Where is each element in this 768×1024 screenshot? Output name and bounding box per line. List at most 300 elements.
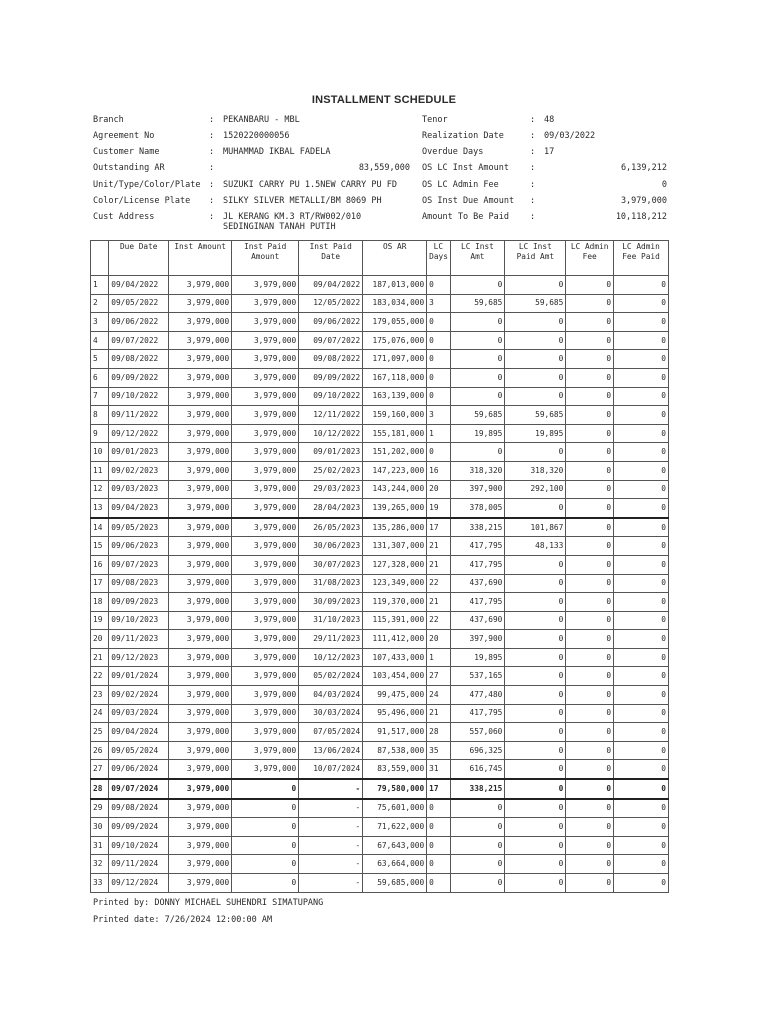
table-cell: 0: [505, 836, 566, 855]
table-cell: 0: [566, 593, 614, 612]
table-cell: 27: [427, 667, 450, 686]
table-cell: 3,979,000: [232, 276, 299, 295]
table-cell: 09/10/2022: [109, 387, 169, 406]
table-cell: 0: [427, 799, 450, 818]
table-cell: 3,979,000: [169, 667, 232, 686]
table-cell: 09/09/2022: [109, 368, 169, 387]
table-cell: 10/12/2023: [299, 648, 363, 667]
table-cell: 616,745: [450, 760, 505, 779]
table-cell: 0: [427, 387, 450, 406]
table-cell: 0: [566, 331, 614, 350]
table-cell: 3,979,000: [169, 350, 232, 369]
table-cell: 15: [91, 537, 109, 556]
table-cell: 09/11/2022: [109, 406, 169, 425]
table-cell: 0: [566, 723, 614, 742]
column-header: Inst Amount: [169, 241, 232, 276]
table-cell: 0: [505, 555, 566, 574]
header-colon: :: [530, 147, 536, 157]
table-cell: 35: [427, 741, 450, 760]
table-cell: 3,979,000: [232, 331, 299, 350]
header-colon: :: [530, 212, 536, 222]
table-row: [91, 480, 669, 499]
table-cell: 0: [505, 630, 566, 649]
table-row: [91, 518, 669, 537]
table-cell: 3,979,000: [169, 461, 232, 480]
table-cell: 0: [614, 294, 669, 313]
table-cell: 0: [427, 350, 450, 369]
table-cell: 30/07/2023: [299, 555, 363, 574]
header-colon: :: [530, 131, 536, 141]
table-cell: 417,795: [450, 555, 505, 574]
table-cell: 183,034,000: [363, 294, 427, 313]
table-cell: 09/03/2023: [109, 480, 169, 499]
table-cell: 09/08/2022: [299, 350, 363, 369]
table-cell: 3,979,000: [232, 704, 299, 723]
table-cell: 09/07/2022: [109, 331, 169, 350]
table-cell: 0: [505, 387, 566, 406]
table-cell: 155,181,000: [363, 424, 427, 443]
table-cell: 151,202,000: [363, 443, 427, 462]
table-cell: 0: [232, 855, 299, 874]
table-cell: 3,979,000: [169, 818, 232, 837]
table-cell: 5: [91, 350, 109, 369]
table-cell: 0: [427, 368, 450, 387]
table-cell: 3,979,000: [169, 331, 232, 350]
table-row: [91, 537, 669, 556]
table-cell: 09/10/2024: [109, 836, 169, 855]
table-cell: 0: [614, 499, 669, 518]
table-cell: 417,795: [450, 537, 505, 556]
table-row: [91, 276, 669, 295]
table-cell: 0: [505, 499, 566, 518]
table-cell: 71,622,000: [363, 818, 427, 837]
table-cell: 0: [566, 630, 614, 649]
header-colon: :: [530, 180, 536, 190]
table-cell: 477,480: [450, 686, 505, 705]
table-cell: 31: [91, 836, 109, 855]
table-cell: 29: [91, 799, 109, 818]
table-cell: 87,538,000: [363, 741, 427, 760]
header-left-value: MUHAMMAD IKBAL FADELA: [223, 147, 331, 157]
table-cell: 22: [427, 611, 450, 630]
table-cell: 2: [91, 294, 109, 313]
table-cell: 75,601,000: [363, 799, 427, 818]
table-cell: 29/11/2023: [299, 630, 363, 649]
header-right-label: Amount To Be Paid: [422, 212, 509, 222]
table-cell: 119,370,000: [363, 593, 427, 612]
table-cell: -: [299, 799, 363, 818]
table-cell: 3: [427, 294, 450, 313]
table-cell: 0: [614, 704, 669, 723]
table-cell: 63,664,000: [363, 855, 427, 874]
header-left-value-line2: SEDINGINAN TANAH PUTIH: [223, 222, 336, 232]
table-cell: 338,215: [450, 779, 505, 799]
table-cell: 175,076,000: [363, 331, 427, 350]
table-cell: 0: [505, 874, 566, 893]
table-row: [91, 555, 669, 574]
header-colon: :: [530, 115, 536, 125]
table-cell: 3,979,000: [169, 443, 232, 462]
table-cell: -: [299, 855, 363, 874]
table-cell: 3,979,000: [169, 741, 232, 760]
table-cell: -: [299, 836, 363, 855]
table-row: [91, 704, 669, 723]
table-cell: 0: [566, 836, 614, 855]
table-cell: 3,979,000: [169, 368, 232, 387]
table-cell: 0: [566, 480, 614, 499]
header-right-label: Overdue Days: [422, 147, 484, 157]
table-cell: 437,690: [450, 611, 505, 630]
table-cell: 16: [427, 461, 450, 480]
table-cell: 0: [566, 818, 614, 837]
table-cell: -: [299, 779, 363, 799]
header-right-value: 0: [661, 180, 667, 190]
table-cell: 0: [566, 874, 614, 893]
table-row: [91, 630, 669, 649]
table-cell: 0: [614, 368, 669, 387]
table-cell: 1: [91, 276, 109, 295]
table-cell: 09/04/2022: [109, 276, 169, 295]
table-cell: 30/06/2023: [299, 537, 363, 556]
table-cell: 3,979,000: [232, 723, 299, 742]
table-cell: 19,895: [450, 424, 505, 443]
table-cell: 0: [505, 574, 566, 593]
table-cell: 07/05/2024: [299, 723, 363, 742]
table-cell: 09/11/2023: [109, 630, 169, 649]
table-cell: 0: [450, 368, 505, 387]
table-cell: 0: [232, 818, 299, 837]
header-right-label: OS Inst Due Amount: [422, 196, 515, 206]
table-cell: 28: [427, 723, 450, 742]
column-header: LC Admin Fee: [566, 241, 614, 276]
table-cell: 1: [427, 648, 450, 667]
table-cell: 3,979,000: [169, 555, 232, 574]
table-row: [91, 741, 669, 760]
table-cell: 0: [505, 855, 566, 874]
table-cell: 1: [427, 424, 450, 443]
table-cell: 21: [427, 537, 450, 556]
header-right-value: 48: [544, 115, 555, 125]
table-cell: 127,328,000: [363, 555, 427, 574]
table-cell: 397,900: [450, 630, 505, 649]
table-cell: 3,979,000: [232, 294, 299, 313]
printed-date: Printed date: 7/26/2024 12:00:00 AM: [93, 915, 273, 925]
table-cell: 0: [427, 313, 450, 332]
table-cell: 3: [427, 406, 450, 425]
table-cell: 3,979,000: [232, 630, 299, 649]
header-left-label: Cust Address: [93, 212, 155, 222]
table-row: [91, 294, 669, 313]
table-cell: 31: [427, 760, 450, 779]
table-cell: 3,979,000: [169, 294, 232, 313]
table-cell: 0: [566, 424, 614, 443]
table-cell: 0: [566, 741, 614, 760]
table-cell: 3,979,000: [169, 723, 232, 742]
table-cell: 48,133: [505, 537, 566, 556]
table-cell: 10/07/2024: [299, 760, 363, 779]
table-cell: 3,979,000: [169, 424, 232, 443]
table-cell: 0: [566, 686, 614, 705]
table-cell: 0: [614, 350, 669, 369]
table-cell: 3,979,000: [169, 611, 232, 630]
table-cell: 0: [450, 350, 505, 369]
table-cell: 0: [505, 779, 566, 799]
table-cell: 0: [566, 611, 614, 630]
table-cell: 91,517,000: [363, 723, 427, 742]
table-cell: 0: [614, 611, 669, 630]
header-left-label: Color/License Plate: [93, 196, 191, 206]
table-cell: 3,979,000: [232, 313, 299, 332]
header-left-label: Outstanding AR: [93, 163, 165, 173]
table-cell: 79,580,000: [363, 779, 427, 799]
table-cell: 0: [614, 537, 669, 556]
header-left-value: PEKANBARU - MBL: [223, 115, 300, 125]
table-cell: 3,979,000: [169, 593, 232, 612]
table-cell: 0: [427, 836, 450, 855]
table-cell: 557,060: [450, 723, 505, 742]
table-row: [91, 818, 669, 837]
table-cell: 0: [505, 313, 566, 332]
table-cell: 17: [427, 518, 450, 537]
table-cell: 31/08/2023: [299, 574, 363, 593]
table-cell: 0: [450, 836, 505, 855]
table-cell: 0: [614, 799, 669, 818]
table-cell: 99,475,000: [363, 686, 427, 705]
table-cell: 143,244,000: [363, 480, 427, 499]
column-header: Inst Paid Amount: [232, 241, 299, 276]
table-cell: 3,979,000: [169, 499, 232, 518]
table-cell: 0: [614, 555, 669, 574]
table-cell: 3,979,000: [232, 518, 299, 537]
column-header: LC Inst Paid Amt: [505, 241, 566, 276]
header-right-value: 09/03/2022: [544, 131, 596, 141]
table-cell: 09/02/2024: [109, 686, 169, 705]
table-row: [91, 499, 669, 518]
table-cell: 0: [614, 741, 669, 760]
table-cell: 27: [91, 760, 109, 779]
header-right-value: 6,139,212: [620, 163, 667, 173]
table-cell: 139,265,000: [363, 499, 427, 518]
table-cell: 0: [614, 648, 669, 667]
column-header: LC Inst Amt: [450, 241, 505, 276]
table-cell: 30/09/2023: [299, 593, 363, 612]
table-body: [91, 276, 669, 893]
table-cell: 3,979,000: [232, 686, 299, 705]
table-row: [91, 855, 669, 874]
table-cell: 131,307,000: [363, 537, 427, 556]
table-cell: 19,895: [450, 648, 505, 667]
table-cell: 0: [566, 574, 614, 593]
header-left-value: 83,559,000: [358, 163, 410, 173]
table-cell: 3,979,000: [232, 555, 299, 574]
table-cell: 0: [450, 818, 505, 837]
header-right-value: 3,979,000: [620, 196, 667, 206]
table-cell: 09/04/2022: [299, 276, 363, 295]
table-cell: 59,685: [450, 294, 505, 313]
table-row: [91, 799, 669, 818]
table-cell: 09/08/2024: [109, 799, 169, 818]
table-cell: 0: [427, 443, 450, 462]
table-cell: 0: [505, 760, 566, 779]
table-cell: 11: [91, 461, 109, 480]
table-cell: 3,979,000: [169, 760, 232, 779]
table-cell: 537,165: [450, 667, 505, 686]
table-cell: 21: [427, 555, 450, 574]
header-left-value: SUZUKI CARRY PU 1.5NEW CARRY PU FD: [223, 180, 397, 190]
table-cell: 0: [614, 461, 669, 480]
header-left-value: 1520220000056: [223, 131, 290, 141]
table-cell: 0: [614, 836, 669, 855]
table-cell: 67,643,000: [363, 836, 427, 855]
table-cell: 9: [91, 424, 109, 443]
table-cell: 135,286,000: [363, 518, 427, 537]
header-colon: :: [530, 163, 536, 173]
table-cell: 09/08/2022: [109, 350, 169, 369]
table-cell: 20: [91, 630, 109, 649]
table-row: [91, 686, 669, 705]
table-cell: 05/02/2024: [299, 667, 363, 686]
table-cell: 3,979,000: [169, 387, 232, 406]
table-row: [91, 836, 669, 855]
table-cell: 09/12/2024: [109, 874, 169, 893]
table-cell: 0: [614, 518, 669, 537]
table-cell: 292,100: [505, 480, 566, 499]
table-cell: 3,979,000: [232, 480, 299, 499]
table-cell: 59,685: [505, 406, 566, 425]
column-header: LC Admin Fee Paid: [614, 241, 669, 276]
table-row: [91, 350, 669, 369]
table-cell: 0: [566, 537, 614, 556]
table-cell: 0: [505, 443, 566, 462]
header-colon: :: [209, 212, 215, 222]
table-cell: 24: [91, 704, 109, 723]
table-row: [91, 313, 669, 332]
column-header: Inst Paid Date: [299, 241, 363, 276]
table-cell: 09/05/2023: [109, 518, 169, 537]
table-cell: 09/12/2023: [109, 648, 169, 667]
table-cell: 19: [427, 499, 450, 518]
table-row: [91, 387, 669, 406]
table-cell: 13/06/2024: [299, 741, 363, 760]
table-row: [91, 593, 669, 612]
table-cell: 14: [91, 518, 109, 537]
table-cell: 123,349,000: [363, 574, 427, 593]
table-cell: 09/02/2023: [109, 461, 169, 480]
table-cell: 0: [614, 874, 669, 893]
table-cell: 09/03/2024: [109, 704, 169, 723]
table-cell: 30: [91, 818, 109, 837]
table-cell: 0: [614, 630, 669, 649]
table-cell: 3,979,000: [232, 350, 299, 369]
table-cell: 3,979,000: [169, 537, 232, 556]
header-colon: :: [530, 196, 536, 206]
table-cell: 04/03/2024: [299, 686, 363, 705]
table-cell: 09/04/2023: [109, 499, 169, 518]
table-cell: 0: [450, 313, 505, 332]
table-cell: 59,685: [450, 406, 505, 425]
table-cell: 7: [91, 387, 109, 406]
table-cell: 0: [505, 611, 566, 630]
table-row: [91, 760, 669, 779]
table-cell: 3,979,000: [169, 276, 232, 295]
table-cell: 3,979,000: [232, 499, 299, 518]
table-cell: 3,979,000: [169, 686, 232, 705]
table-cell: 0: [505, 331, 566, 350]
table-cell: 417,795: [450, 704, 505, 723]
table-cell: 59,685: [505, 294, 566, 313]
table-cell: 09/09/2022: [299, 368, 363, 387]
table-cell: 3,979,000: [232, 593, 299, 612]
table-row: [91, 648, 669, 667]
table-cell: 0: [450, 443, 505, 462]
table-cell: 3,979,000: [169, 480, 232, 499]
table-cell: 09/01/2024: [109, 667, 169, 686]
table-cell: 0: [566, 499, 614, 518]
header-left-label: Customer Name: [93, 147, 160, 157]
table-cell: 09/04/2024: [109, 723, 169, 742]
table-cell: 0: [614, 443, 669, 462]
table-cell: 0: [427, 818, 450, 837]
table-cell: 0: [614, 855, 669, 874]
table-cell: 26/05/2023: [299, 518, 363, 537]
table-cell: 0: [566, 779, 614, 799]
table-cell: 09/05/2024: [109, 741, 169, 760]
table-cell: 0: [566, 555, 614, 574]
table-cell: 28: [91, 779, 109, 799]
table-cell: 19: [91, 611, 109, 630]
table-cell: 09/01/2023: [299, 443, 363, 462]
table-cell: 09/09/2023: [109, 593, 169, 612]
table-row: [91, 443, 669, 462]
table-cell: 3,979,000: [232, 406, 299, 425]
table-cell: 6: [91, 368, 109, 387]
table-cell: 0: [505, 723, 566, 742]
table-cell: 696,325: [450, 741, 505, 760]
column-header: Due Date: [109, 241, 169, 276]
table-cell: 3,979,000: [169, 518, 232, 537]
table-cell: 3,979,000: [169, 836, 232, 855]
table-cell: 33: [91, 874, 109, 893]
column-header: [91, 241, 109, 276]
header-left-label: Agreement No: [93, 131, 155, 141]
table-cell: 0: [450, 855, 505, 874]
table-cell: 09/12/2022: [109, 424, 169, 443]
table-cell: 0: [427, 276, 450, 295]
header-left-value: JL KERANG KM.3 RT/RW002/010: [223, 212, 362, 222]
table-cell: 09/08/2023: [109, 574, 169, 593]
table-cell: 3,979,000: [169, 574, 232, 593]
table-cell: 0: [566, 704, 614, 723]
table-cell: 19,895: [505, 424, 566, 443]
table-cell: 0: [566, 648, 614, 667]
table-cell: 23: [91, 686, 109, 705]
table-cell: 59,685,000: [363, 874, 427, 893]
table-cell: 437,690: [450, 574, 505, 593]
table-cell: 3,979,000: [169, 799, 232, 818]
table-cell: 0: [450, 874, 505, 893]
table-cell: 4: [91, 331, 109, 350]
table-cell: 0: [450, 331, 505, 350]
table-cell: 338,215: [450, 518, 505, 537]
table-cell: 0: [614, 574, 669, 593]
table-row: [91, 424, 669, 443]
table-cell: 0: [505, 741, 566, 760]
table-cell: 0: [566, 799, 614, 818]
table-cell: 0: [614, 387, 669, 406]
table-cell: 0: [232, 799, 299, 818]
table-cell: 3,979,000: [169, 313, 232, 332]
table-cell: 09/01/2023: [109, 443, 169, 462]
